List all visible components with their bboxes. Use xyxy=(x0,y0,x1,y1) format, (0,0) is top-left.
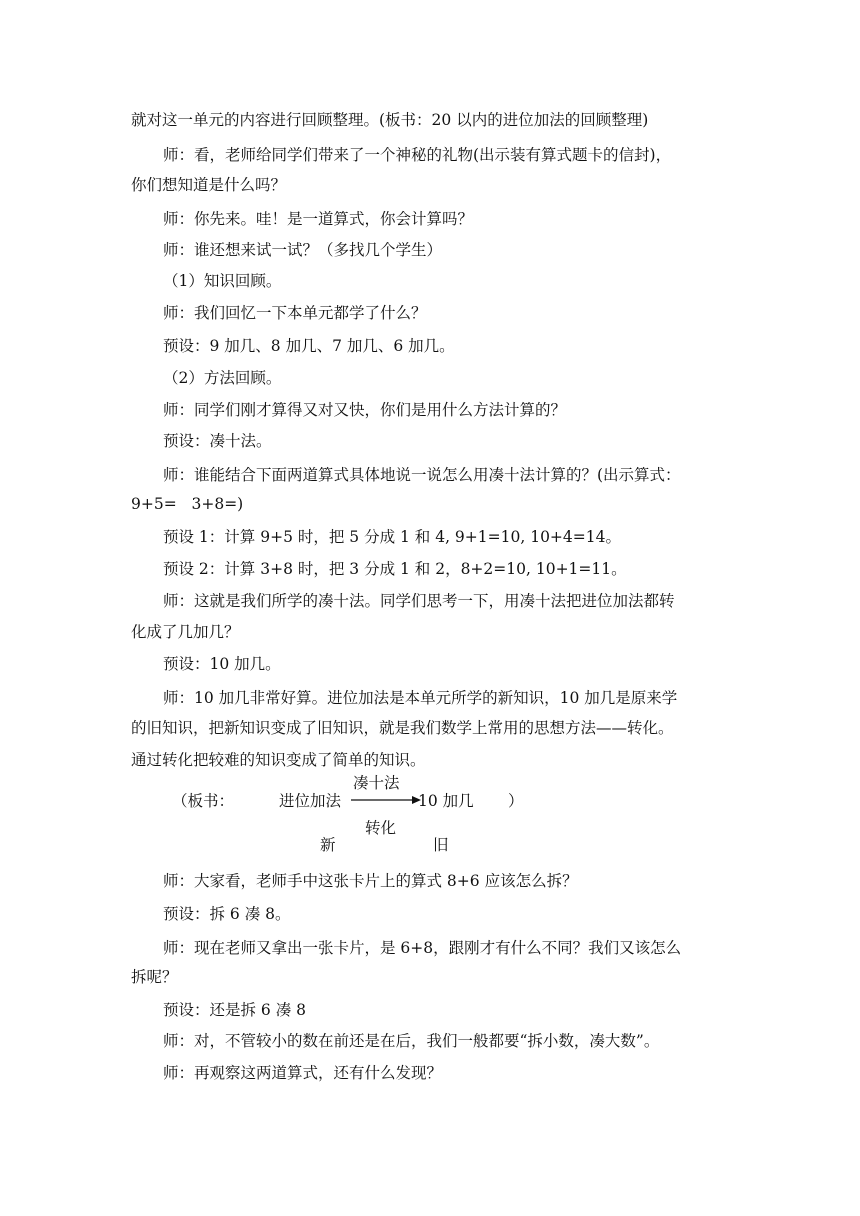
text-line-4: 师：你先来。哇！是一道算式，你会计算吗？ xyxy=(163,210,474,228)
text-line-20: 的旧知识，把新知识变成了旧知识，就是我们数学上常用的思想方法——转化。 xyxy=(131,719,674,737)
text-line-21: 通过转化把较难的知识变成了简单的知识。 xyxy=(131,751,426,769)
text-line-24: 师：现在老师又拿出一张卡片，是 6+8，跟刚才有什么不同？我们又该怎么 xyxy=(163,939,682,957)
board-close: ） xyxy=(508,792,524,810)
text-line-17: 化成了几加几？ xyxy=(131,623,240,641)
text-line-9: （2）方法回顾。 xyxy=(163,369,282,387)
right-arrow-icon xyxy=(351,794,421,806)
text-line-12: 师：谁能结合下面两道算式具体地说一说怎么用凑十法计算的？(出示算式： xyxy=(163,466,681,484)
text-line-8: 预设：9 加几、8 加几、7 加几、6 加几。 xyxy=(163,337,455,355)
text-line-22: 师：大家看，老师手中这张卡片上的算式 8+6 应该怎么拆？ xyxy=(163,872,578,890)
text-line-15: 预设 2：计算 3+8 时，把 3 分成 1 和 2，8+2=10, 10+1=11。 xyxy=(163,560,627,578)
text-line-27: 师：对，不管较小的数在前还是在后，我们一般都要“拆小数，凑大数”。 xyxy=(163,1032,660,1050)
board-new-label: 新 xyxy=(320,836,336,854)
board-arrow-label-top: 凑十法 xyxy=(353,774,400,792)
text-line-23: 预设：拆 6 凑 8。 xyxy=(163,905,291,923)
text-line-14: 预设 1：计算 9+5 时，把 5 分成 1 和 4, 9+1=10, 10+4=14。 xyxy=(163,528,621,546)
text-line-13: 9+5= 3+8=) xyxy=(131,495,244,513)
text-line-28: 师：再观察这两道算式，还有什么发现？ xyxy=(163,1064,443,1082)
text-line-6: （1）知识回顾。 xyxy=(163,272,282,290)
text-line-19: 师：10 加几非常好算。进位加法是本单元所学的新知识，10 加几是原来学 xyxy=(163,689,678,707)
text-line-2: 师：看，老师给同学们带来了一个神秘的礼物(出示装有算式题卡的信封)， xyxy=(163,146,672,164)
board-old-label: 旧 xyxy=(433,836,449,854)
board-arrow-label-bottom: 转化 xyxy=(365,819,397,837)
board-right-term: 10 加几 xyxy=(418,792,474,810)
text-line-7: 师：我们回忆一下本单元都学了什么？ xyxy=(163,304,427,322)
text-line-10: 师：同学们刚才算得又对又快，你们是用什么方法计算的？ xyxy=(163,401,567,419)
text-line-11: 预设：凑十法。 xyxy=(163,432,272,450)
text-line-5: 师：谁还想来试一试？（多找几个学生） xyxy=(163,241,443,259)
text-line-3: 你们想知道是什么吗？ xyxy=(131,176,287,194)
board-open: （板书： xyxy=(172,792,235,810)
text-line-18: 预设：10 加几。 xyxy=(163,655,281,673)
board-left-term: 进位加法 xyxy=(279,792,342,810)
text-line-25: 拆呢？ xyxy=(131,968,178,986)
text-line-1: 就对这一单元的内容进行回顾整理。(板书：20 以内的进位加法的回顾整理) xyxy=(131,111,649,129)
text-line-16: 师：这就是我们所学的凑十法。同学们思考一下，用凑十法把进位加法都转 xyxy=(163,592,675,610)
text-line-26: 预设：还是拆 6 凑 8 xyxy=(163,1001,307,1019)
